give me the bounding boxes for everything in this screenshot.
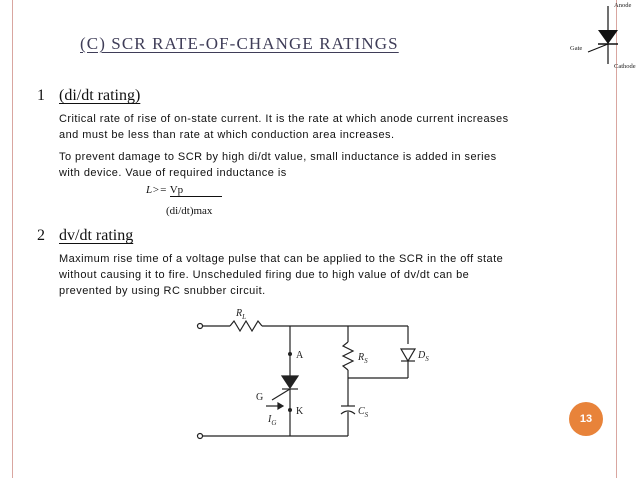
input-terminal-top — [198, 324, 203, 329]
section2-para-line2: without causing it to fire. Unscheduled firing due to high value of dv/dt can be — [59, 269, 470, 281]
circuit-gate-label: G — [256, 392, 264, 403]
formula-denominator: (di/dt)max — [166, 205, 213, 217]
rl-label: $R_L$ — [236, 308, 247, 321]
scr-symbol — [560, 0, 638, 74]
section1-title: (di/dt rating) — [59, 87, 141, 104]
page-number-badge: 13 — [569, 402, 603, 436]
snubber-diode — [401, 349, 415, 361]
section2-number: 2 — [37, 227, 45, 244]
inductance-formula — [146, 184, 222, 197]
slide-title: (C) SCR RATE-OF-CHANGE RATINGS — [80, 34, 399, 53]
ds-label: $D_S$ — [418, 350, 429, 363]
section2-para — [59, 251, 559, 299]
section1-para1-line2: and must be less than rate at which conduction area increases. — [59, 129, 395, 141]
input-terminal-bottom — [198, 434, 203, 439]
section1-para2 — [59, 149, 559, 181]
section2-para-line3: prevented by using RC snubber circuit. — [59, 285, 266, 297]
scr-diode-symbol — [282, 376, 298, 388]
cathode-node — [288, 408, 292, 412]
circuit-cathode-label: K — [296, 406, 304, 417]
circuit-anode-label: A — [296, 350, 304, 361]
section2-heading — [37, 227, 133, 245]
anode-label: Anode — [614, 2, 632, 9]
formula-numerator: Vp — [170, 184, 222, 197]
section1-para2-line1: To prevent damage to SCR by high di/dt value, small inductance is added in series — [59, 151, 497, 163]
cathode-label: Cathode — [614, 63, 636, 70]
section1-number: 1 — [37, 87, 45, 104]
left-divider-line — [12, 0, 13, 478]
gate-label: Gate — [570, 45, 583, 52]
rs-label: $R_S$ — [358, 352, 368, 365]
section1-para1 — [59, 111, 559, 143]
ig-label: $I_G$ — [268, 414, 277, 427]
formula-lhs: L>= — [146, 184, 170, 196]
section1-para1-line1: Critical rate of rise of on-state current. It is the rate at which anode current increases — [59, 113, 509, 125]
section2-para-line1: Maximum rise time of a voltage pulse that can be applied to the SCR in the off state — [59, 253, 504, 265]
snubber-resistor — [343, 342, 353, 370]
load-resistor — [230, 321, 262, 331]
anode-node — [288, 352, 292, 356]
section2-title: dv/dt rating — [59, 227, 134, 244]
snubber-circuit-diagram — [190, 300, 430, 450]
cs-label: $C_S$ — [358, 406, 369, 419]
section1-heading — [37, 87, 140, 105]
section1-para2-line2: with device. Vaue of required inductance is — [59, 167, 287, 179]
